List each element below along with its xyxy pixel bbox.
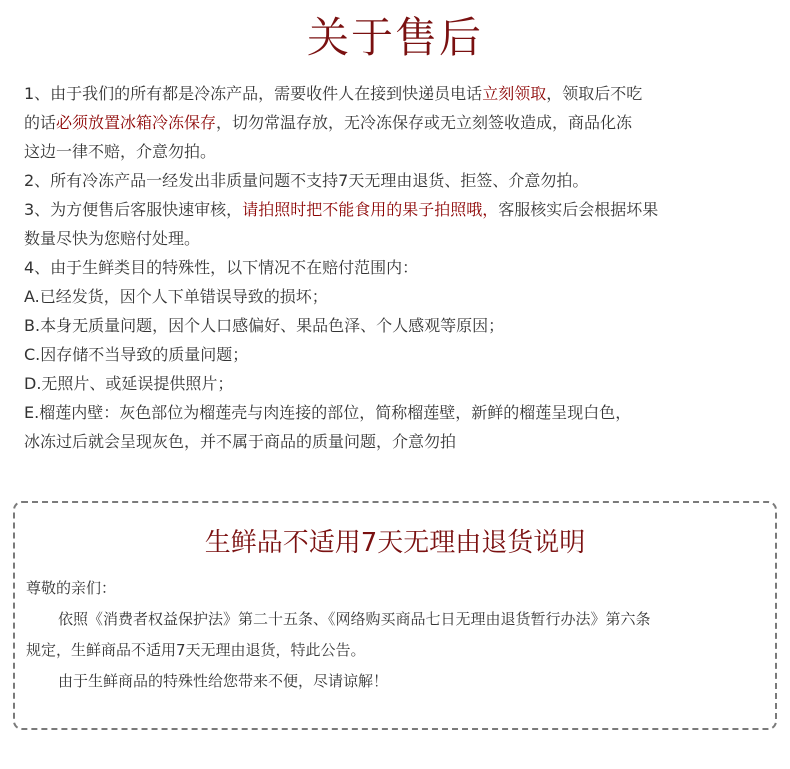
notice-greeting: 尊敬的亲们：: [26, 579, 117, 597]
rule-b: B.本身无质量问题，因个人口感偏好、果品色泽、个人感观等原因；: [24, 316, 505, 335]
rule-3-line-2: 数量尽快为您赔付处理。: [24, 229, 201, 248]
rule-a: A.已经发货，因个人下单错误导致的损坏；: [24, 287, 328, 306]
rule-highlight: 立刻领取: [482, 84, 547, 103]
rule-2: 2、所有冷冻产品一经发出非质量问题不支持7天无理由退货、拒签、介意勿拍。: [24, 171, 589, 190]
notice-paragraph-2: 由于生鲜商品的特殊性给您带来不便，尽请谅解！: [58, 672, 389, 690]
rule-highlight: 请拍照时把不能食用的果子拍照哦，: [242, 200, 499, 219]
rule-3-line-1: [24, 195, 772, 224]
rule-text: 3、为方便售后客服快速审核，: [24, 200, 243, 219]
rule-4: 4、由于生鲜类目的特殊性，以下情况不在赔付范围内：: [24, 258, 419, 277]
rule-text: 的话: [24, 113, 57, 132]
rule-c: C.因存储不当导致的质量问题；: [24, 345, 249, 364]
rule-highlight: 必须放置冰箱冷冻保存: [56, 113, 217, 132]
rule-text: 1、由于我们的所有都是冷冻产品，需要收件人在接到快递员电话: [24, 84, 483, 103]
rule-text: 客服核实后会根据坏果: [498, 200, 659, 219]
return-policy-notice: [13, 501, 777, 730]
after-sales-rules: [24, 79, 772, 456]
rule-1-line-2: [24, 108, 772, 137]
rule-1-line-1: [24, 79, 772, 108]
rule-1-line-3: 这边一律不赔，介意勿拍。: [24, 142, 217, 161]
page-title: 关于售后: [306, 13, 483, 62]
notice-paragraph-1-line-2: 规定，生鲜商品不适用7天无理由退货，特此公告。: [26, 641, 366, 659]
rule-e-line-2: 冰冻过后就会呈现灰色，并不属于商品的质量问题，介意勿拍: [24, 432, 457, 451]
rule-d: D.无照片、或延误提供照片；: [24, 374, 234, 393]
rule-e-line-1: E.榴莲内壁：灰色部位为榴莲壳与肉连接的部位，简称榴莲壁，新鲜的榴莲呈现白色，: [24, 403, 632, 422]
notice-body: [26, 573, 771, 697]
rule-text: ，领取后不吃: [546, 84, 643, 103]
notice-paragraph-1-line-1: 依照《消费者权益保护法》第二十五条、《网络购买商品七日无理由退货暂行办法》第六条: [58, 610, 651, 628]
notice-title: 生鲜品不适用7天无理由退货说明: [204, 528, 586, 558]
rule-text: ，切勿常温存放，无冷冻保存或无立刻签收造成，商品化冻: [216, 113, 633, 132]
